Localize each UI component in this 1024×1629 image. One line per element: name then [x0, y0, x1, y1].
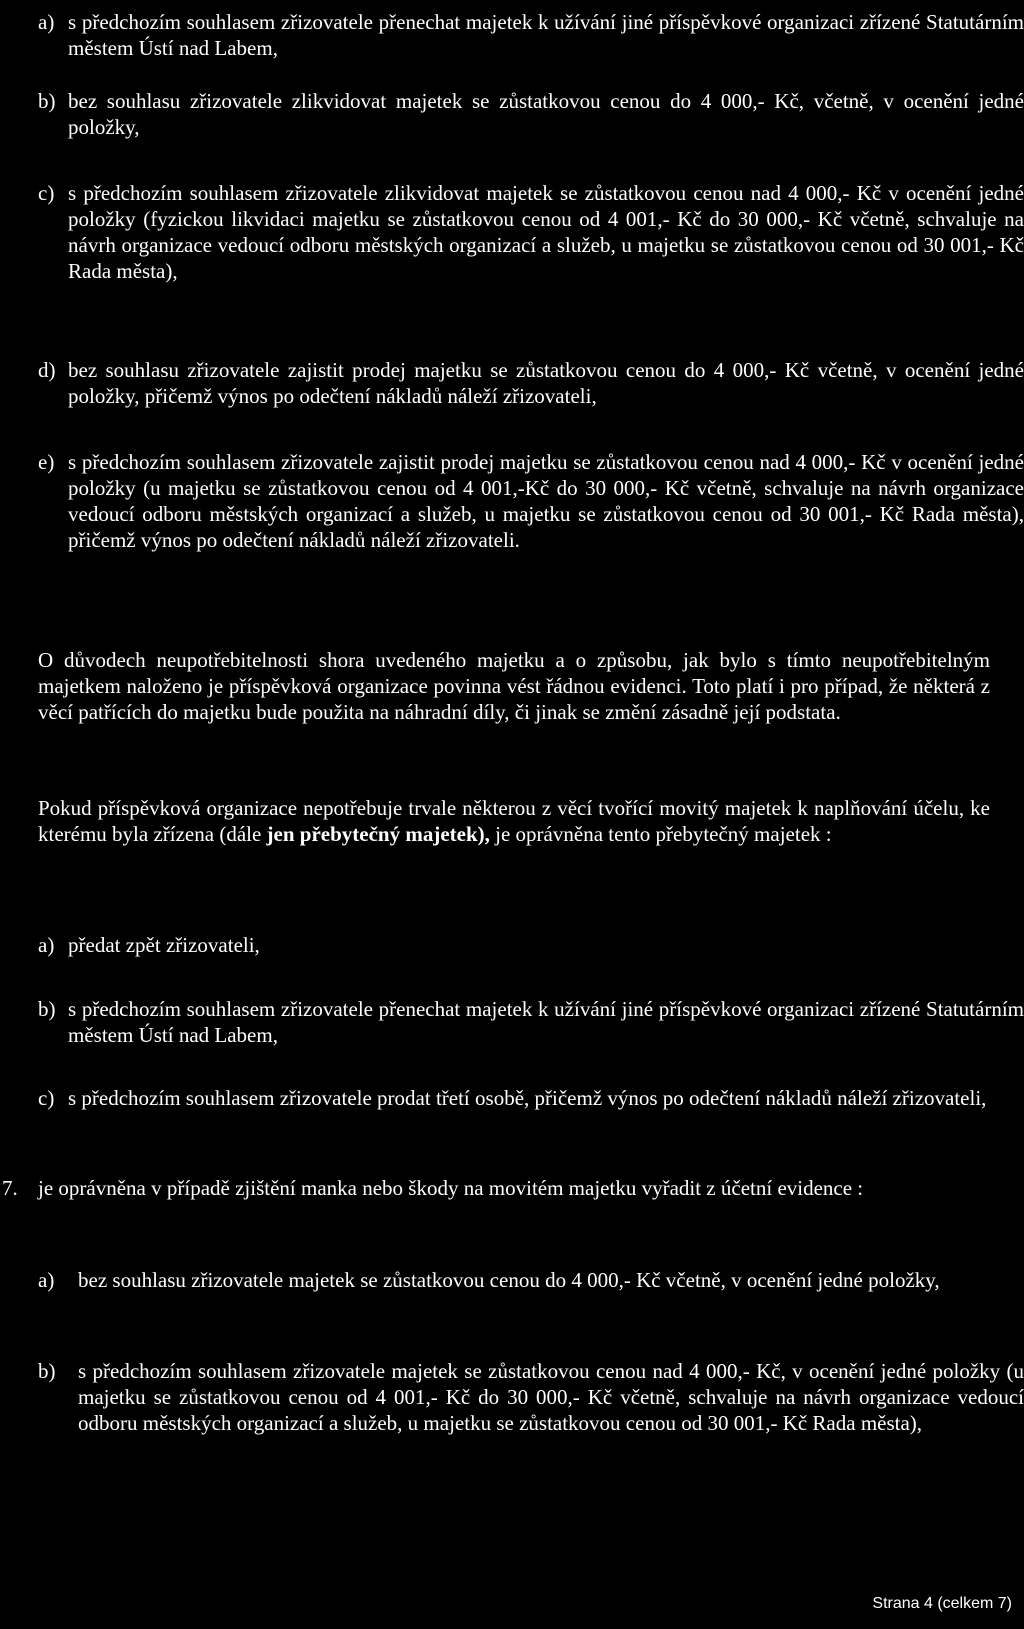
paragraph-surplus-bold: jen přebytečný majetek),	[266, 822, 490, 846]
list-item-text: s předchozím souhlasem zřizovatele zajistit prodej majetku se zůstatkovou cenou nad 4 000,- Kč v ocenění jedné položky (u majetku se zůstatkovou cenou od 4 001,-Kč do 30 000,- Kč včetně, schvaluje na návrh organizace vedoucí odboru městských organizací a služeb, u majetku se zůstatkovou cenou od 30 001,- Kč Rada města), přičemž výnos po odečtení nákladů náleží zřizovateli.	[68, 450, 1024, 552]
list-marker: d)	[38, 358, 56, 382]
list-item-text: s předchozím souhlasem zřizovatele majetek se zůstatkovou cenou nad 4 000,- Kč, v ocenění jedné položky (u majetku se zůstatkovou cenou od 4 001,- Kč do 30 000,- Kč včetně, schvaluje na návrh organizace vedoucí odboru městských organizací a služeb, u majetku se zůstatkovou cenou od 30 001,- Kč Rada města),	[78, 1359, 1024, 1435]
list-marker: e)	[38, 450, 55, 474]
list-marker: b)	[38, 997, 56, 1021]
list-item-text: bez souhlasu zřizovatele majetek se zůstatkovou cenou do 4 000,- Kč včetně, v ocenění jedné položky,	[78, 1268, 940, 1292]
list-item-text: s předchozím souhlasem zřizovatele zlikvidovat majetek se zůstatkovou cenou nad 4 000,- Kč v ocenění jedné položky (fyzickou likvidaci majetku se zůstatkovou cenou od 4 001,- Kč do 30 000,- Kč včetně, schvaluje na návrh organizace vedoucí odboru městských organizací a služeb, u majetku se zůstatkovou cenou od 30 001,- Kč Rada města),	[68, 181, 1024, 283]
list-item-text: předat zpět zřizovateli,	[68, 933, 260, 957]
paragraph-reasons: O důvodech neupotřebitelnosti shora uvedeného majetku a o způsobu, jak bylo s tímto neupotřebitelným majetkem naloženo je příspěvková organizace povinna vést řádnou evidenci. Toto platí i pro případ, že některá z věcí patřících do majetku bude použita na náhradní díly, či jinak se změní zásadně její podstata.	[38, 648, 990, 724]
list1-item-a	[38, 9, 1024, 61]
list1-item-d	[38, 357, 1024, 409]
list1-item-e	[38, 449, 1024, 553]
list-item-text: s předchozím souhlasem zřizovatele přenechat majetek k užívání jiné příspěvkové organizaci zřízené Statutárním městem Ústí nad Labem,	[68, 10, 1024, 60]
list2-item-c	[38, 1085, 1024, 1111]
list3-item-a	[38, 1267, 1024, 1293]
list-item-text: bez souhlasu zřizovatele zlikvidovat majetek se zůstatkovou cenou do 4 000,- Kč, včetně, v ocenění jedné položky,	[68, 89, 1024, 139]
list-marker: b)	[38, 89, 56, 113]
paragraph-surplus-start: Pokud příspěvková organizace nepotřebuje trvale některou z věcí tvořící movitý majetek k naplňování účelu, ke kterému byla zřízena (dále	[38, 796, 990, 846]
list3-item-b	[38, 1358, 1024, 1436]
list-marker: c)	[38, 1086, 55, 1110]
list-marker: a)	[38, 10, 55, 34]
list1-item-b	[38, 88, 1024, 140]
list-marker: c)	[38, 181, 55, 205]
list2-item-b	[38, 996, 1024, 1048]
list-marker: a)	[38, 933, 55, 957]
page-number: Strana 4 (celkem 7)	[872, 1595, 1012, 1612]
paragraph-surplus-end: je oprávněna tento přebytečný majetek :	[489, 822, 832, 846]
list-marker: b)	[38, 1359, 56, 1383]
list1-item-c	[38, 180, 1024, 284]
point-text: je oprávněna v případě zjištění manka nebo škody na movitém majetku vyřadit z účetní evidence :	[38, 1176, 864, 1200]
point-marker: 7.	[2, 1176, 18, 1200]
paragraph-surplus	[38, 795, 990, 847]
list2-item-a	[38, 932, 1024, 958]
list-item-text: s předchozím souhlasem zřizovatele prodat třetí osobě, přičemž výnos po odečtení nákladů náleží zřizovateli,	[68, 1086, 987, 1110]
list-item-text: s předchozím souhlasem zřizovatele přenechat majetek k užívání jiné příspěvkové organizaci zřízené Statutárním městem Ústí nad Labem,	[68, 997, 1024, 1047]
list-item-text: bez souhlasu zřizovatele zajistit prodej majetku se zůstatkovou cenou do 4 000,- Kč včetně, v ocenění jedné položky, přičemž výnos po odečtení nákladů náleží zřizovateli,	[68, 358, 1024, 408]
list-marker: a)	[38, 1268, 55, 1292]
point-7	[2, 1175, 1024, 1201]
